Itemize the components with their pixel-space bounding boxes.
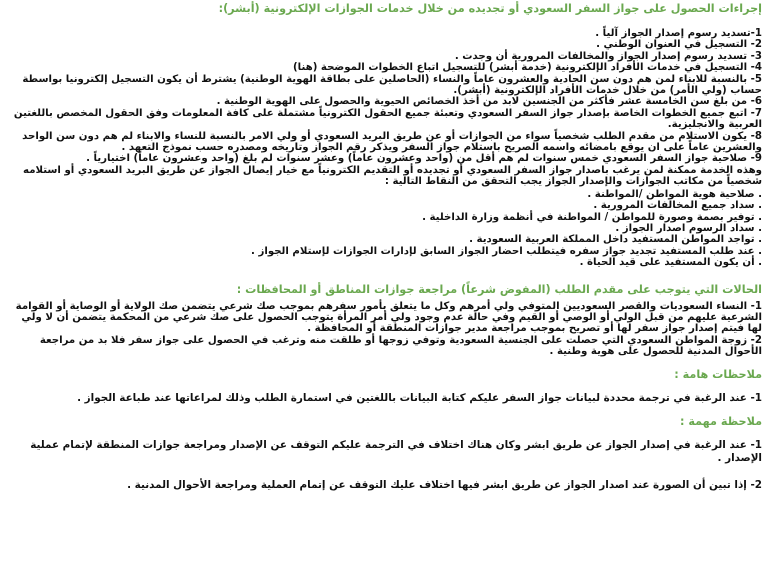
requirement-item: . توفير بصمة وصورة للمواطن / المواطنة في أنظمة وزارة الداخلية .	[422, 211, 762, 223]
step-3: 3- تسديد رسوم إصدار الجواز والمخالفات المرورية أن وجدت .	[454, 50, 762, 62]
requirement-item: . تواجد المواطن المستفيد داخل المملكة العربية السعودية .	[469, 234, 762, 246]
step-5: 5- بالنسبة للابناء لمن هم دون سن الحادية والعشرون عاماً والنساء (الحاصلين على بطاقة الهوية الوطنية) يشترط أن يكون التسجيل إلكترونيا بواسطة حساب (ولي الأمر) من خلال خدمات الأفراد الإلكترونية (أبشر).	[22, 73, 762, 97]
step-8: 8- يكون الاستلام من مقدم الطلب شخصياً سواء من الجوازات أو عن طريق البريد السعودي أو ولي الامر بالنسبة للنساء والابناء لم هم دون سن الواحد والعشرين عاماً على ان يوقع بامضائه واسمه الصريح باستلام جواز السفر ويذكر رقم الجواز وتاريخه ومصدره حسب نموذج التعهد .	[22, 130, 762, 154]
note-item-2: 2- إذا تبين أن الصورة عند اصدار الجواز عن طريق ابشر فيها اختلاف عليك التوقف عن إتمام العملية ومراجعة الأحوال المدنية .	[127, 478, 762, 491]
step-1: 1-تسديد رسوم إصدار الجواز آلياً .	[595, 28, 762, 39]
step-6: 6- من بلغ سن الخامسة عشر فأكثر من الجنسين لابد من أخذ الخصائص الحيوية والحصول على الهوية الوطنية .	[216, 96, 762, 108]
step-7: 7- اتبع جميع الخطوات الخاصة بإصدار جواز السفر السعودي وتعبئة جميع الحقول الكترونياً مشتملة على كافة المعلومات وفق الحقول المخصص باللغتين العربية والانجليزية.	[13, 107, 762, 131]
steps-list	[8, 28, 762, 188]
requirement-item: . سداد الرسوم اصدار الجواز .	[615, 222, 762, 234]
page-title: إجراءات الحصول على جواز السفر السعودي أو تجديده من خلال خدمات الجوازات الإلكترونية (أبشر):	[218, 2, 762, 15]
step-2: 2- التسجيل في العنوان الوطني .	[596, 39, 762, 51]
requirement-item: . صلاحية هوية المواطن /المواطنة .	[587, 188, 762, 200]
requirement-item: . عند طلب المستفيد تجديد جواز سفره فيتطلب احضار الجواز السابق لإدارات الجوازات لإستلام الجواز .	[251, 245, 762, 257]
important-note-1: 1- عند الرغبة في ترجمة محددة لبيانات جواز السفر عليكم كتابة البيانات باللغتين في استمارة الطلب وذلك لمراعاتها عند طباعة الجواز .	[77, 391, 762, 404]
requirement-item: . سداد جميع المخالفات المرورية .	[593, 200, 762, 212]
requirement-item: . أن يكون المستفيد على قيد الحياة .	[579, 257, 762, 269]
note-item-1: 1- عند الرغبة في إصدار الجواز عن طريق ابشر وكان هناك اختلاف في الترجمة عليكم التوقف عن الإصدار ومراجعة جوازات المنطقة لإتمام عملية الإصدار .	[30, 438, 762, 464]
cases-list	[8, 301, 762, 358]
section-heading-important-notes: ملاحظات هامة :	[674, 367, 762, 381]
case-item-2: 2- زوجة المواطن السعودي التي حصلت على الجنسية السعودية وتوفي زوجها أو طلقت منه وترغب في الحصول على جواز سفر فلا بد من مراجعة الأحوال المدنية للحصول على هوية وطنية .	[39, 334, 762, 358]
requirements-list	[8, 189, 762, 269]
step-9: 9- صلاحية جواز السفر السعودي خمس سنوات لم هم أقل من (واحد وعشرون عاماً) وعشر سنوات لم بلغ (واحد وعشرون عاماً) اختيارياً .	[86, 153, 762, 165]
service-paragraph: وهذه الخدمة ممكنة لمن يرغب باصدار جواز السفر السعودي أو تجديده أو التقديم الكترونياً مع خيار إيصال الجواز عن طريق البريد السعودي أو استلامه شخصياً من مكاتب الجوازات والإصدار الجواز يجب التحقق من النقاط التالية :	[23, 164, 762, 188]
step-4: 4- التسجيل في خدمات الأفراد الإلكترونية (خدمة أبشر) للتسجيل اتباع الخطوات الموضحة (هنا)	[292, 62, 762, 74]
case-item-1: 1- النساء السعوديات والقصر السعوديين المتوفي ولي أمرهم وكل ما يتعلق بأمور سفرهم بموجب صك شرعي يتضمن صك الولاية أو الوصاية أو القوامة الشرعية عليهم من قبل الولي أو الوصي أو القيم وفي حالة عدم وجود ولي أمر المرأة يتوجب الحصول على صك شرعي من المحكمة يتضمن أن لا ولي لها فيتم إصدار جواز سفر لها أو تصريح بموجب مراجعة مدير جوازات المنطقة أو المحافظة .	[15, 300, 762, 335]
section-heading-cases: الحالات التي يتوجب على مقدم الطلب (المفوض شرعاً) مراجعة جوازات المناطق أو المحافظات :	[236, 282, 762, 296]
section-heading-important-note: ملاحظة مهمة :	[679, 414, 762, 428]
